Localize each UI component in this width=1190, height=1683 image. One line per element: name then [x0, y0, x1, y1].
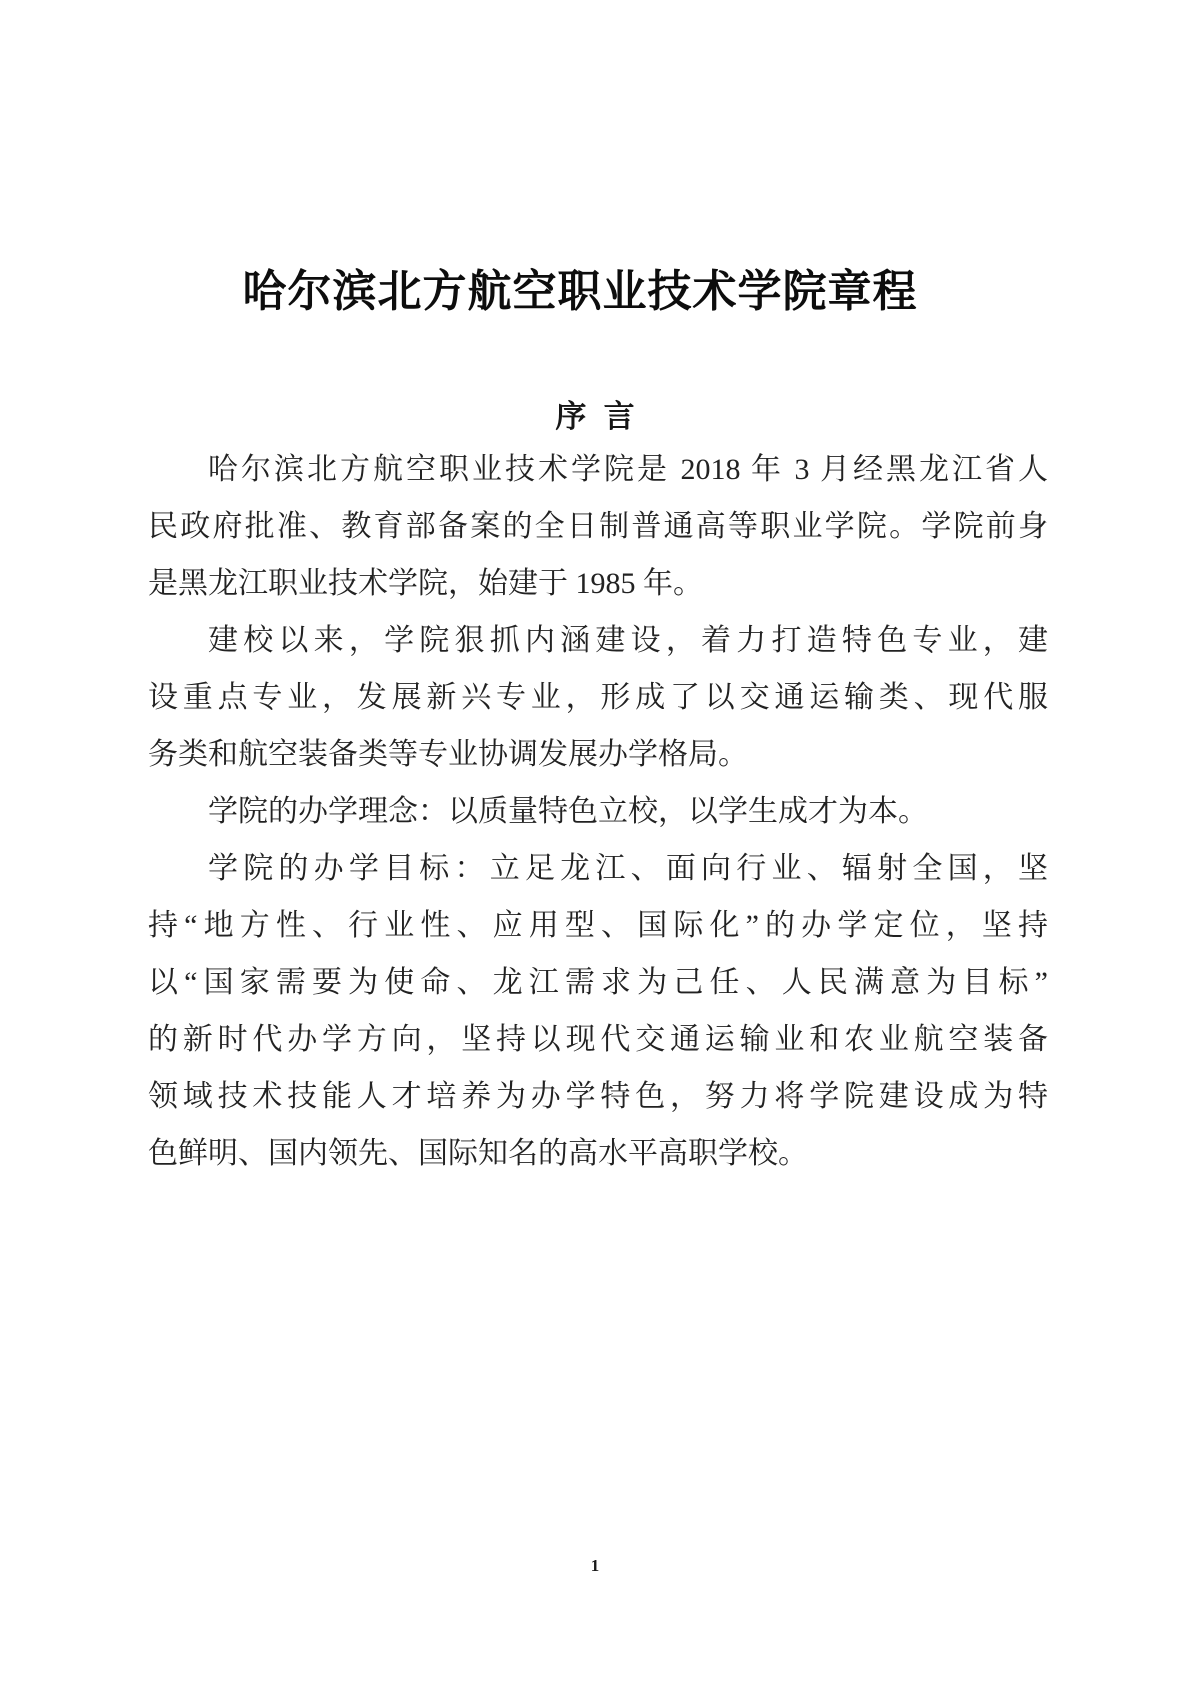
text-line: 色鲜明、国内领先、国际知名的高水平高职学校。 — [148, 1137, 808, 1170]
text-line: 民政府批准、教育部备案的全日制普通高等职业学院。学院前身 — [148, 510, 1048, 543]
text-line: 哈尔滨北方航空职业技术学院是 2018 年 3 月经黑龙江省人 — [208, 453, 1048, 486]
text-line: 学院的办学理念：以质量特色立校，以学生成才为本。 — [208, 795, 928, 828]
text-line: 领域技术技能人才培养为办学特色，努力将学院建设成为特 — [148, 1080, 1048, 1113]
page-number: 1 — [590, 1556, 600, 1575]
document-title: 哈尔滨北方航空职业技术学院章程 — [242, 267, 918, 316]
text-line: 以“国家需要为使命、龙江需求为己任、人民满意为目标” — [148, 966, 1048, 999]
text-line: 设重点专业，发展新兴专业，形成了以交通运输类、现代服 — [148, 681, 1048, 714]
text-line: 务类和航空装备类等专业协调发展办学格局。 — [148, 738, 748, 771]
text-line: 是黑龙江职业技术学院，始建于 1985 年。 — [148, 567, 703, 600]
section-heading: 序 言 — [555, 399, 635, 434]
document-body — [148, 441, 1048, 1182]
text-line: 的新时代办学方向，坚持以现代交通运输业和农业航空装备 — [148, 1023, 1048, 1056]
text-line: 建校以来，学院狠抓内涵建设，着力打造特色专业，建 — [208, 624, 1048, 657]
text-line: 持“地方性、行业性、应用型、国际化”的办学定位，坚持 — [148, 909, 1048, 942]
text-line: 学院的办学目标：立足龙江、面向行业、辐射全国，坚 — [208, 852, 1048, 885]
